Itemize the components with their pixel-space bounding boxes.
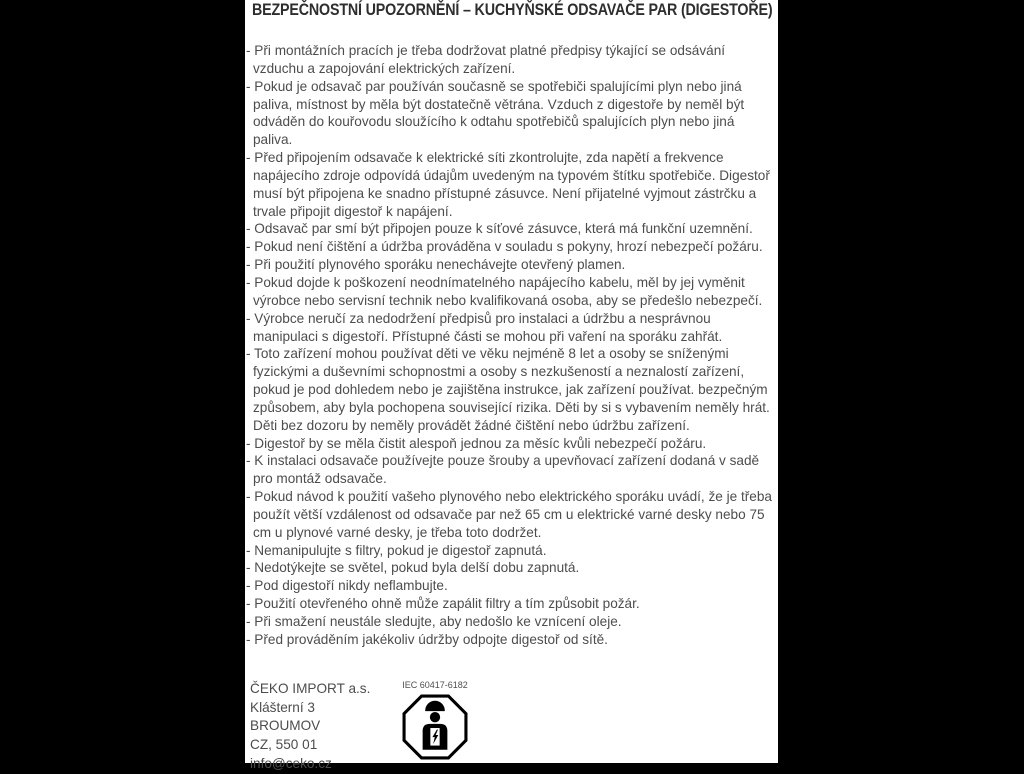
safety-instruction-item: - Pokud dojde k poškození neodnímatelného napájecího kabelu, měl by jej vyměnit výrobce nebo servisní technik nebo kvalifikovaná osoba, aby se předešlo nebezpečí. <box>246 274 763 308</box>
safety-instruction-item: - Při montážních pracích je třeba dodržovat platné předpisy týkající se odsávání vzduchu a zapojování elektrických zařízení. <box>246 43 726 76</box>
safety-instruction-item: - Použití otevřeného ohně může zapálit filtry a tím způsobit požár. <box>246 596 640 612</box>
safety-instruction-item: - Výrobce neručí za nedodržení předpisů pro instalaci a údržbu a nesprávnou manipulaci s digestoří. Přístupné části se mohou při vaření na sporáku zahřát. <box>246 310 723 344</box>
safety-instruction-item: - Před připojením odsavače k elektrické síti zkontrolujte, zda napětí a frekvence napájecího zdroje odpovídá údajům uvedeným na typovém štítku spotřebiče. Digestoř musí být připojena ke snadno přístupné zásuvce. Není přijatelné vyjmout zástrčku a trvale připojit digestoř k napájení. <box>246 150 770 219</box>
document-page <box>245 0 778 771</box>
safety-instructions-list <box>246 42 775 649</box>
company-street: Klášterní 3 <box>250 699 315 715</box>
professional-installation-icon <box>402 694 468 760</box>
document-title: BEZPEČNOSTNÍ UPOZORNĚNÍ – KUCHYŇSKÉ ODSAVAČE PAR (DIGESTOŘE) <box>252 0 773 19</box>
iec-symbol-block <box>398 680 472 760</box>
company-postal: CZ, 550 01 <box>250 737 318 753</box>
iec-symbol-label: IEC 60417-6182 <box>402 680 468 690</box>
safety-instruction-item: - Před prováděním jakékoliv údržby odpojte digestoř od sítě. <box>246 631 608 647</box>
safety-instruction-item: - Při použití plynového sporáku nenechávejte otevřený plamen. <box>246 257 626 273</box>
safety-instruction-item: - Při smažení neustále sledujte, aby nedošlo ke vznícení oleje. <box>246 614 622 629</box>
safety-instruction-item: - Pokud je odsavač par používán současně se spotřebiči spalujícími plyn nebo jiná paliva, místnost by měla být dostatečně větrána. Vzduch z digestoře by neměl být odváděn do kouřovodu sloužícího k odtahu spotřebičů spalujících plyn nebo jiná paliva. <box>246 78 745 148</box>
safety-instruction-item: - Odsavač par smí být připojen pouze k síťové zásuvce, která má funkční uzemnění. <box>246 221 753 237</box>
company-email: info@ceko.cz <box>250 755 332 771</box>
company-name: ČEKO IMPORT a.s. <box>250 681 371 696</box>
safety-instruction-item: - Nedotýkejte se světel, pokud byla delší dobu zapnutá. <box>246 560 580 576</box>
safety-instruction-item: - Pokud návod k použití vašeho plynového nebo elektrického sporáku uvádí, že je třeba použít větší vzdálenost od odsavače par než 65 cm u elektrické varné desky nebo 75 cm u plynové varné desky, je třeba toto dodržet. <box>246 489 772 540</box>
company-city: BROUMOV <box>250 718 321 734</box>
safety-instruction-item: - K instalaci odsavače používejte pouze šrouby a upevňovací zařízení dodaná v sadě pro montáž odsavače. <box>246 453 760 487</box>
safety-instruction-item: - Digestoř by se měla čistit alespoň jednou za měsíc kvůli nebezpečí požáru. <box>246 435 707 451</box>
safety-instruction-item: - Toto zařízení mohou používat děti ve věku nejméně 8 let a osoby se sníženými fyzickými a duševními schopnostmi a osoby s nezkušeností a neznalostí zařízení, pokud je pod dohledem nebo je zajištěna instrukce, jak zařízení používat. bezpečným způsobem, aby byla pochopena související rizika. Děti by si s vybavením neměly hrát. Děti bez dozoru by neměly provádět žádné čištění nebo údržbu zařízení. <box>246 346 770 433</box>
company-address-block <box>250 680 370 774</box>
safety-instruction-item: - Pokud není čištění a údržba prováděna v souladu s pokyny, hrozí nebezpečí požáru. <box>246 239 763 255</box>
safety-instruction-item: - Nemanipulujte s filtry, pokud je digestoř zapnutá. <box>246 542 547 558</box>
safety-instruction-item: - Pod digestoří nikdy neflambujte. <box>246 578 448 594</box>
